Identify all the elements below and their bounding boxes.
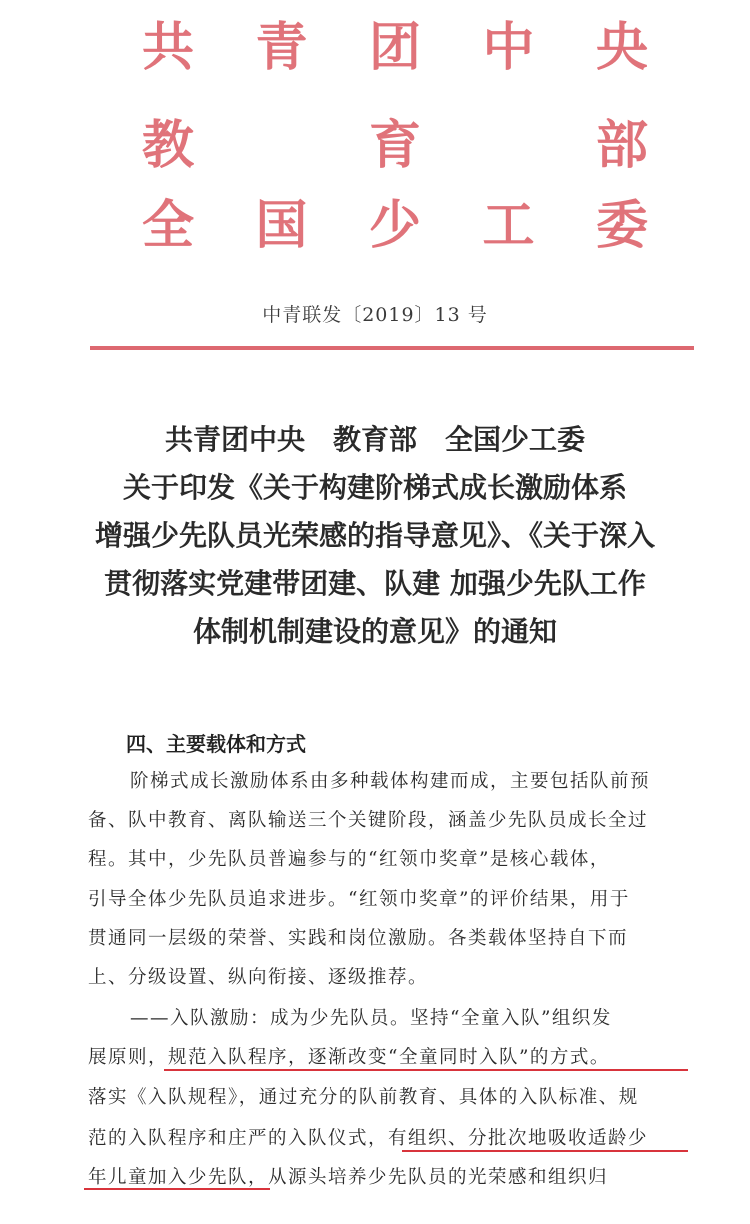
issuer-char: 央: [595, 17, 648, 78]
issuer-char: 部: [595, 115, 648, 176]
section-heading: 四、主要载体和方式: [126, 732, 306, 756]
issuer-row-3: [140, 195, 650, 256]
issuer-char: 中: [482, 17, 535, 78]
body-line: ——入队激励：成为少先队员。坚持“全童入队”组织发: [130, 1008, 612, 1029]
issuer-char: 少: [368, 195, 421, 256]
highlight-underline: [402, 1150, 688, 1152]
issuer-char: 委: [595, 195, 648, 256]
issuer-char: 团: [368, 17, 421, 78]
body-line: 上、分级设置、纵向衔接、逐级推荐。: [88, 967, 429, 988]
issuer-char: 工: [482, 195, 535, 256]
body-line: 范的入队程序和庄严的入队仪式，有组织、分批次地吸收适龄少: [88, 1128, 649, 1149]
highlight-underline: [84, 1188, 270, 1190]
title-line: 体制机制建设的意见》的通知: [192, 615, 557, 648]
title-line: 增强少先队员光荣感的指导意见》、《关于深入: [94, 519, 655, 552]
issuer-char: 青: [255, 17, 308, 78]
body-line: 程。其中，少先队员普遍参与的“红领巾奖章”是核心载体，: [88, 849, 610, 870]
issuer-char: 育: [368, 115, 421, 176]
document-title: [40, 416, 710, 656]
document-number: 中青联发〔2019〕13 号: [262, 304, 488, 326]
issuer-row-2: [140, 115, 650, 176]
body-line: 落实《入队规程》，通过充分的队前教育、具体的入队标准、规: [88, 1087, 639, 1108]
title-line: 贯彻落实党建带团建、队建 加强少先队工作: [104, 567, 646, 600]
body-line: 贯通同一层级的荣誉、实践和岗位激励。各类载体坚持自下而: [88, 928, 629, 949]
body-line: 阶梯式成长激励体系由多种载体构建而成，主要包括队前预: [130, 771, 651, 792]
title-line: 共青团中央 教育部 全国少工委: [164, 423, 585, 456]
body-line: 备、队中教育、离队输送三个关键阶段，涵盖少先队员成长全过: [88, 810, 649, 831]
issuer-char: 全: [141, 195, 194, 256]
issuer-char: 教: [141, 115, 194, 176]
highlight-underline: [164, 1069, 688, 1071]
issuer-row-1: [140, 17, 650, 78]
header-divider: [90, 346, 694, 350]
title-line: 关于印发《关于构建阶梯式成长激励体系: [122, 471, 627, 504]
issuer-char: 国: [255, 195, 308, 256]
body-line: 引导全体少先队员追求进步。“红领巾奖章”的评价结果，用于: [88, 889, 630, 910]
body-line: 年儿童加入少先队，从源头培养少先队员的光荣感和组织归: [88, 1167, 609, 1188]
issuer-char: 共: [141, 17, 194, 78]
body-line: 展原则，规范入队程序，逐渐改变“全童同时入队”的方式。: [88, 1047, 610, 1068]
